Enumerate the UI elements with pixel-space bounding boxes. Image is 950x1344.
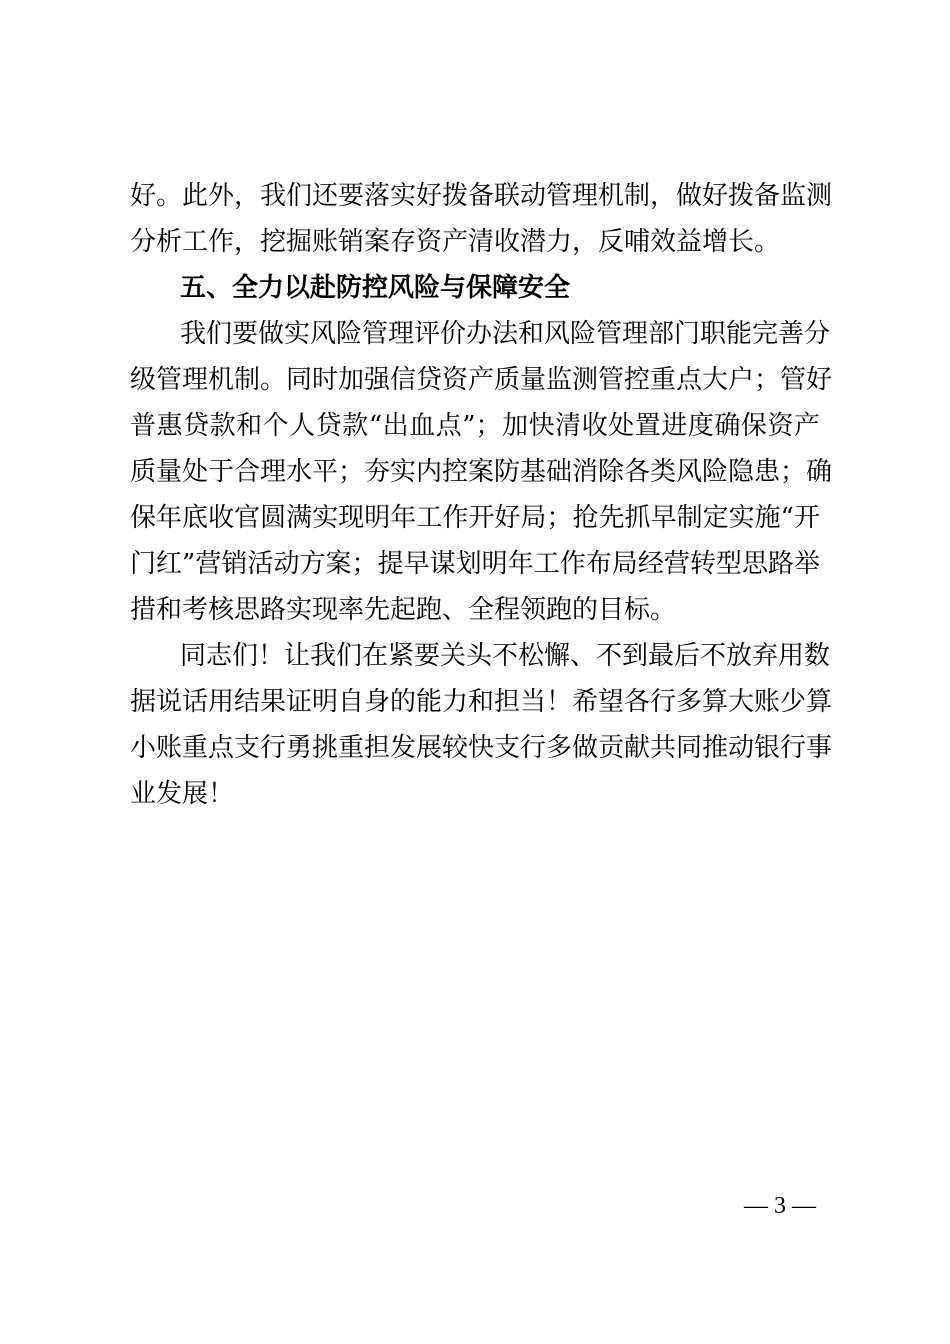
paragraph-line: 分析工作，挖掘账销案存资产清收潜力，反哺效益增长。 [130, 227, 781, 257]
section-heading: 五、全力以赴防控风险与保障安全 [180, 273, 571, 303]
paragraph-line: 普惠贷款和个人贷款“出血点”；加快清收处置进度确保资产 [130, 411, 820, 441]
paragraph-line: 措和考核思路实现率先起跑、全程领跑的目标。 [130, 595, 677, 625]
paragraph-line: 好。此外，我们还要落实好拨备联动管理机制，做好拨备监测 [130, 181, 833, 211]
paragraph-line: 保年底收官圆满实现明年工作开好局；抢先抓早制定实施“开 [130, 503, 820, 533]
page-number: — 3 — [744, 1193, 816, 1219]
paragraph-line: 质量处于合理水平；夯实内控案防基础消除各类风险隐患；确 [130, 457, 833, 487]
paragraph-line: 级管理机制。同时加强信贷资产质量监测管控重点大户；管好 [130, 365, 833, 395]
paragraph-line: 我们要做实风险管理评价办法和风险管理部门职能完善分 [180, 319, 831, 349]
paragraph-line: 小账重点支行勇挑重担发展较快支行多做贡献共同推动银行事 [130, 733, 833, 763]
paragraph-line: 门红”营销活动方案；提早谋划明年工作布局经营转型思路举 [130, 549, 820, 579]
paragraph-line: 据说话用结果证明自身的能力和担当！希望各行多算大账少算 [130, 687, 833, 717]
paragraph-line: 同志们！让我们在紧要关头不松懈、不到最后不放弃用数 [180, 641, 831, 671]
paragraph-line: 业发展！ [130, 779, 235, 809]
